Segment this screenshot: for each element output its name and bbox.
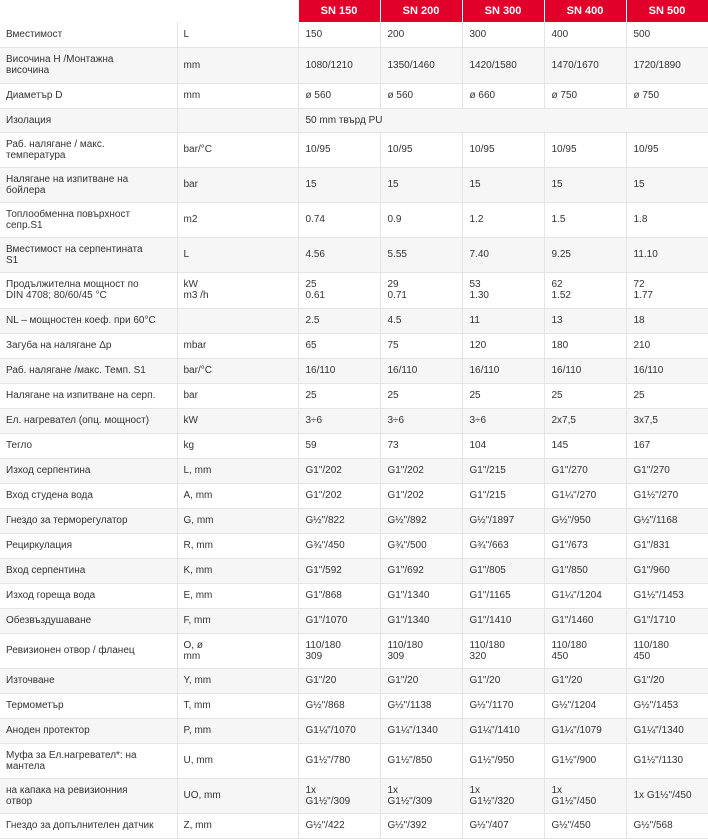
row-value: G½"/1138 <box>380 693 462 718</box>
row-value: 9.25 <box>544 237 626 272</box>
table-row <box>0 132 708 167</box>
row-value: G1½"/780 <box>298 743 380 778</box>
row-unit: K, mm <box>177 558 298 583</box>
row-label: Изход гореща вода <box>0 583 177 608</box>
row-value: 110/180 320 <box>462 633 544 668</box>
row-value: 110/180 309 <box>380 633 462 668</box>
row-value-span: 50 mm твърд PU <box>298 108 708 132</box>
row-value: 13 <box>544 308 626 333</box>
row-value: 7.40 <box>462 237 544 272</box>
row-value: 104 <box>462 433 544 458</box>
row-value: G½"/868 <box>298 693 380 718</box>
row-value: 25 <box>544 383 626 408</box>
row-unit: O, ø mm <box>177 633 298 668</box>
row-value: G½"/822 <box>298 508 380 533</box>
row-value: 16/110 <box>298 358 380 383</box>
row-value: 10/95 <box>626 132 708 167</box>
row-value: G½"/892 <box>380 508 462 533</box>
row-value: G1½"/850 <box>380 743 462 778</box>
row-label: Продължителна мощност по DIN 4708; 80/60/45 °C <box>0 272 177 308</box>
model-header: SN 500 <box>626 0 708 22</box>
row-value: G½"/1453 <box>626 693 708 718</box>
row-value: 62 1.52 <box>544 272 626 308</box>
row-value: G1"/1070 <box>298 608 380 633</box>
table-row <box>0 358 708 383</box>
row-value: 1420/1580 <box>462 47 544 83</box>
row-value: G1"/270 <box>544 458 626 483</box>
row-label: Налягане на изпитване на бойлера <box>0 167 177 202</box>
row-value: 400 <box>544 22 626 47</box>
row-value: 5.55 <box>380 237 462 272</box>
row-value: G1"/215 <box>462 483 544 508</box>
row-value: 3÷6 <box>380 408 462 433</box>
header-blank-unit <box>177 0 298 22</box>
row-value: 25 <box>298 383 380 408</box>
row-value: ø 750 <box>626 83 708 108</box>
row-value: G1"/202 <box>298 483 380 508</box>
row-label: Вместимост на серпентината S1 <box>0 237 177 272</box>
row-value: G1"/20 <box>462 668 544 693</box>
row-value: ø 560 <box>298 83 380 108</box>
table-row <box>0 533 708 558</box>
row-value: 25 <box>626 383 708 408</box>
model-header: SN 150 <box>298 0 380 22</box>
table-row <box>0 778 708 813</box>
table-row <box>0 22 708 47</box>
row-value: 11 <box>462 308 544 333</box>
table-row <box>0 693 708 718</box>
row-value: 2x7,5 <box>544 408 626 433</box>
row-label: Налягане на изпитване на серп. <box>0 383 177 408</box>
row-value: G1½"/950 <box>462 743 544 778</box>
row-value: 15 <box>298 167 380 202</box>
row-label: Загуба на налягане Δp <box>0 333 177 358</box>
row-value: 59 <box>298 433 380 458</box>
row-value: G1"/1165 <box>462 583 544 608</box>
row-unit: kg <box>177 433 298 458</box>
row-value: G1"/692 <box>380 558 462 583</box>
row-value: G1¼"/1340 <box>380 718 462 743</box>
row-label: Изход серпентина <box>0 458 177 483</box>
row-value: G1¼"/1070 <box>298 718 380 743</box>
row-label: Ел. нагревател (опц. мощност) <box>0 408 177 433</box>
table-row <box>0 813 708 838</box>
row-value: G1"/1340 <box>380 583 462 608</box>
row-unit <box>177 108 298 132</box>
row-value: G1¼"/1079 <box>544 718 626 743</box>
table-row <box>0 167 708 202</box>
table-row <box>0 333 708 358</box>
row-value: 300 <box>462 22 544 47</box>
table-row <box>0 272 708 308</box>
row-value: 110/180 450 <box>544 633 626 668</box>
row-value: 3x7,5 <box>626 408 708 433</box>
row-value: G1"/1410 <box>462 608 544 633</box>
row-unit: mm <box>177 47 298 83</box>
row-value: 15 <box>380 167 462 202</box>
row-unit: L <box>177 22 298 47</box>
row-label: Термометър <box>0 693 177 718</box>
row-unit: T, mm <box>177 693 298 718</box>
row-value: 16/110 <box>544 358 626 383</box>
row-value: G½"/568 <box>626 813 708 838</box>
row-unit: UO, mm <box>177 778 298 813</box>
row-value: G½"/1168 <box>626 508 708 533</box>
row-value: G1½"/1130 <box>626 743 708 778</box>
row-value: G1"/215 <box>462 458 544 483</box>
row-value: G¾"/663 <box>462 533 544 558</box>
table-row <box>0 743 708 778</box>
row-value: ø 660 <box>462 83 544 108</box>
row-value: 145 <box>544 433 626 458</box>
row-unit: kW <box>177 408 298 433</box>
row-unit: R, mm <box>177 533 298 558</box>
table-row <box>0 718 708 743</box>
row-value: G1¼"/1410 <box>462 718 544 743</box>
row-value: G1½"/1453 <box>626 583 708 608</box>
row-value: G1"/805 <box>462 558 544 583</box>
row-value: 1x G1½"/320 <box>462 778 544 813</box>
row-value: 16/110 <box>462 358 544 383</box>
row-value: 10/95 <box>462 132 544 167</box>
row-value: 1x G1½"/450 <box>544 778 626 813</box>
row-value: G1¼"/270 <box>544 483 626 508</box>
row-unit: G, mm <box>177 508 298 533</box>
row-label: Гнездо за терморегулатор <box>0 508 177 533</box>
table-row <box>0 202 708 237</box>
row-unit: kW m3 /h <box>177 272 298 308</box>
row-value: G1½"/900 <box>544 743 626 778</box>
row-value: G½"/422 <box>298 813 380 838</box>
row-value: G¾"/450 <box>298 533 380 558</box>
row-value: G½"/407 <box>462 813 544 838</box>
row-value: 110/180 450 <box>626 633 708 668</box>
table-row <box>0 483 708 508</box>
row-value: G½"/1897 <box>462 508 544 533</box>
table-row <box>0 108 708 132</box>
row-label: Тегло <box>0 433 177 458</box>
row-unit: F, mm <box>177 608 298 633</box>
row-value: 0.74 <box>298 202 380 237</box>
row-value: G1"/202 <box>298 458 380 483</box>
row-label: Вместимост <box>0 22 177 47</box>
row-label: Ревизионен отвор / фланец <box>0 633 177 668</box>
row-label: Муфа за Ел.нагревател*: на мантела <box>0 743 177 778</box>
row-value: 15 <box>626 167 708 202</box>
row-value: 1720/1890 <box>626 47 708 83</box>
row-label: Аноден протектор <box>0 718 177 743</box>
row-unit: P, mm <box>177 718 298 743</box>
row-unit: mm <box>177 83 298 108</box>
table-row <box>0 508 708 533</box>
row-value: 11.10 <box>626 237 708 272</box>
table-row <box>0 47 708 83</box>
row-value: 16/110 <box>380 358 462 383</box>
row-value: 25 <box>462 383 544 408</box>
table-row <box>0 633 708 668</box>
row-unit: bar/°C <box>177 358 298 383</box>
header-row <box>0 0 708 22</box>
row-label: Вход серпентина <box>0 558 177 583</box>
model-header: SN 200 <box>380 0 462 22</box>
row-value: G1"/202 <box>380 458 462 483</box>
row-value: 16/110 <box>626 358 708 383</box>
row-unit: mbar <box>177 333 298 358</box>
row-label: Диаметър D <box>0 83 177 108</box>
row-unit: bar <box>177 167 298 202</box>
row-value: 180 <box>544 333 626 358</box>
row-value: 1.8 <box>626 202 708 237</box>
row-unit: L, mm <box>177 458 298 483</box>
model-header: SN 300 <box>462 0 544 22</box>
row-value: G½"/950 <box>544 508 626 533</box>
table-row <box>0 583 708 608</box>
row-unit: E, mm <box>177 583 298 608</box>
model-header: SN 400 <box>544 0 626 22</box>
row-value: G½"/392 <box>380 813 462 838</box>
row-value: 25 <box>380 383 462 408</box>
row-unit: bar <box>177 383 298 408</box>
row-value: G¾"/500 <box>380 533 462 558</box>
row-value: 500 <box>626 22 708 47</box>
row-value: 1x G1½"/450 <box>626 778 708 813</box>
table-row <box>0 458 708 483</box>
row-value: 15 <box>462 167 544 202</box>
table-row <box>0 308 708 333</box>
row-unit: bar/°C <box>177 132 298 167</box>
row-label: Обезвъздушаване <box>0 608 177 633</box>
row-value: 210 <box>626 333 708 358</box>
row-value: 200 <box>380 22 462 47</box>
row-value: 10/95 <box>544 132 626 167</box>
row-value: G1"/20 <box>380 668 462 693</box>
row-value: 120 <box>462 333 544 358</box>
row-value: 1470/1670 <box>544 47 626 83</box>
row-value: 110/180 309 <box>298 633 380 668</box>
row-value: 2.5 <box>298 308 380 333</box>
row-value: G½"/1204 <box>544 693 626 718</box>
row-value: ø 750 <box>544 83 626 108</box>
row-label: Изолация <box>0 108 177 132</box>
row-value: G1"/202 <box>380 483 462 508</box>
row-value: 73 <box>380 433 462 458</box>
row-label: Топлообменна повърхност сепр.S1 <box>0 202 177 237</box>
row-unit: m2 <box>177 202 298 237</box>
row-value: G1¼"/1340 <box>626 718 708 743</box>
row-value: 1350/1460 <box>380 47 462 83</box>
row-unit <box>177 308 298 333</box>
row-value: 15 <box>544 167 626 202</box>
row-label: Раб. налягане /макс. Темп. S1 <box>0 358 177 383</box>
row-value: G1"/20 <box>626 668 708 693</box>
table-row <box>0 83 708 108</box>
row-value: G1¼"/1204 <box>544 583 626 608</box>
table-row <box>0 383 708 408</box>
row-value: G1"/592 <box>298 558 380 583</box>
row-value: G1"/960 <box>626 558 708 583</box>
row-label: Гнездо за допълнителен датчик <box>0 813 177 838</box>
row-value: 1.2 <box>462 202 544 237</box>
table-row <box>0 608 708 633</box>
row-value: 25 0.61 <box>298 272 380 308</box>
row-value: 72 1.77 <box>626 272 708 308</box>
row-value: 4.5 <box>380 308 462 333</box>
row-unit: Y, mm <box>177 668 298 693</box>
row-value: 3÷6 <box>298 408 380 433</box>
table-row <box>0 237 708 272</box>
row-label: Раб. налягане / макс. температура <box>0 132 177 167</box>
row-value: 1x G1½"/309 <box>298 778 380 813</box>
row-value: G1"/850 <box>544 558 626 583</box>
header-blank-name <box>0 0 177 22</box>
row-unit: A, mm <box>177 483 298 508</box>
table-row <box>0 668 708 693</box>
row-value: 65 <box>298 333 380 358</box>
row-value: 18 <box>626 308 708 333</box>
row-label: на капака на ревизионния отвор <box>0 778 177 813</box>
row-value: 167 <box>626 433 708 458</box>
row-value: G1"/1710 <box>626 608 708 633</box>
row-label: Височина H /Монтажна височина <box>0 47 177 83</box>
row-value: G½"/1170 <box>462 693 544 718</box>
row-label: NL – мощностен коеф. при 60°C <box>0 308 177 333</box>
row-value: 3÷6 <box>462 408 544 433</box>
row-value: G1"/20 <box>544 668 626 693</box>
row-label: Рециркулация <box>0 533 177 558</box>
row-value: 1x G1½"/309 <box>380 778 462 813</box>
row-value: G½"/450 <box>544 813 626 838</box>
row-value: G1"/1460 <box>544 608 626 633</box>
row-unit: U, mm <box>177 743 298 778</box>
row-label: Източване <box>0 668 177 693</box>
table-row <box>0 408 708 433</box>
row-unit: Z, mm <box>177 813 298 838</box>
row-value: 29 0.71 <box>380 272 462 308</box>
row-value: G1"/868 <box>298 583 380 608</box>
row-value: G1½"/270 <box>626 483 708 508</box>
row-value: 75 <box>380 333 462 358</box>
row-value: 10/95 <box>380 132 462 167</box>
row-label: Вход студена вода <box>0 483 177 508</box>
row-value: 53 1.30 <box>462 272 544 308</box>
row-value: G1"/20 <box>298 668 380 693</box>
row-value: 150 <box>298 22 380 47</box>
row-value: G1"/1340 <box>380 608 462 633</box>
table-row <box>0 433 708 458</box>
row-unit: L <box>177 237 298 272</box>
row-value: 1080/1210 <box>298 47 380 83</box>
row-value: G1"/831 <box>626 533 708 558</box>
row-value: ø 560 <box>380 83 462 108</box>
row-value: G1"/673 <box>544 533 626 558</box>
row-value: 10/95 <box>298 132 380 167</box>
table-row <box>0 558 708 583</box>
row-value: 0.9 <box>380 202 462 237</box>
row-value: G1"/270 <box>626 458 708 483</box>
row-value: 1.5 <box>544 202 626 237</box>
row-value: 4.56 <box>298 237 380 272</box>
